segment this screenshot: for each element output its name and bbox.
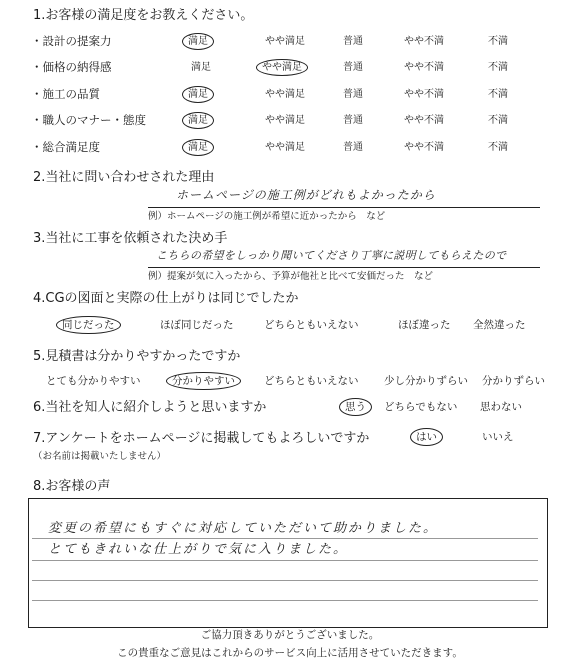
customer-voice-box[interactable] — [28, 498, 548, 628]
q7-note: （お名前は掲載いたしません） — [33, 451, 167, 462]
q1-option[interactable]: 普通 — [343, 36, 363, 47]
q3-example: 例）提案が気に入ったから、予算が他社と比べて安価だった など — [148, 271, 434, 282]
writing-rule — [32, 600, 538, 601]
selection-circle: はい — [410, 428, 443, 446]
q1-row-label: ・施工の品質 — [31, 87, 100, 101]
selection-circle: 満足 — [182, 33, 214, 50]
q1-option[interactable]: 普通 — [343, 142, 363, 153]
q6-title: 6.当社を知人に紹介しようと思いますか — [33, 400, 267, 415]
selection-circle: 満足 — [182, 112, 214, 129]
q1-title: 1.お客様の満足度をお教えください。 — [33, 8, 254, 23]
q1-row-label: ・価格の納得感 — [31, 60, 112, 74]
q8-handwritten-line: とてもきれいな仕上がりで気に入りました。 — [48, 542, 349, 557]
q1-option[interactable]: やや不満 — [404, 36, 444, 47]
q1-option[interactable]: やや不満 — [404, 89, 444, 100]
q1-option[interactable]: 普通 — [343, 115, 363, 126]
q1-option[interactable]: やや満足 — [265, 115, 305, 126]
q3-title: 3.当社に工事を依頼された決め手 — [33, 231, 228, 246]
q1-option[interactable]: やや不満 — [404, 115, 444, 126]
q2-answer-line — [148, 207, 540, 208]
q6-option[interactable] — [345, 402, 372, 413]
q1-option[interactable]: 不満 — [488, 115, 508, 126]
q1-option[interactable]: 不満 — [488, 89, 508, 100]
q6-option[interactable]: 思わない — [480, 401, 522, 413]
q1-option[interactable] — [250, 63, 320, 73]
q8-title: 8.お客様の声 — [33, 479, 111, 494]
q1-option[interactable]: 不満 — [488, 62, 508, 73]
q1-option[interactable]: 不満 — [488, 142, 508, 153]
q1-option[interactable] — [166, 90, 236, 100]
q1-option[interactable] — [166, 143, 236, 153]
q1-option[interactable]: やや満足 — [265, 89, 305, 100]
q4-title: 4.CGの図面と実際の仕上がりは同じでしたか — [33, 291, 299, 306]
q4-option[interactable]: どちらともいえない — [264, 319, 359, 331]
writing-rule — [32, 580, 538, 581]
q5-option[interactable]: どちらともいえない — [264, 375, 359, 387]
selection-circle: 満足 — [182, 139, 214, 156]
q3-handwritten-answer[interactable]: こちらの希望をしっかり聞いてくださり丁寧に説明してもらえたので — [156, 249, 507, 262]
q4-option[interactable] — [62, 320, 121, 331]
q1-option[interactable] — [166, 37, 236, 47]
q4-option[interactable]: 全然違った — [473, 319, 526, 331]
q8-handwritten-line: 変更の希望にもすぐに対応していただいて助かりました。 — [48, 521, 439, 536]
q1-row-label: ・総合満足度 — [31, 140, 100, 154]
q5-option[interactable]: とても分かりやすい — [46, 375, 141, 387]
writing-rule — [32, 560, 538, 561]
q7-option[interactable] — [416, 432, 443, 443]
selection-circle: 同じだった — [56, 316, 121, 334]
q1-option[interactable]: 満足 — [191, 62, 211, 73]
q2-handwritten-answer[interactable]: ホームページの施工例がどれもよかったから — [176, 188, 436, 202]
q6-option[interactable]: どちらでもない — [384, 401, 458, 413]
q2-title: 2.当社に問い合わせされた理由 — [33, 170, 215, 185]
q1-row-label: ・設計の提案力 — [31, 34, 112, 48]
selection-circle: やや満足 — [256, 59, 308, 76]
footer-thanks: ご協力頂きありがとうございました。 — [200, 629, 380, 641]
q4-option[interactable]: ほぼ違った — [398, 319, 451, 331]
q5-option[interactable]: 分かりずらい — [482, 375, 545, 387]
q1-option[interactable]: やや不満 — [404, 62, 444, 73]
q1-option[interactable]: 普通 — [343, 89, 363, 100]
q1-option[interactable]: やや満足 — [265, 142, 305, 153]
writing-rule — [32, 538, 538, 539]
q7-title: 7.アンケートをホームページに掲載してもよろしいですか — [33, 431, 370, 446]
q5-option[interactable]: 少し分かりずらい — [384, 375, 468, 387]
q1-option[interactable]: 普通 — [343, 62, 363, 73]
selection-circle: 分かりやすい — [166, 372, 241, 390]
q1-option[interactable]: 不満 — [488, 36, 508, 47]
q5-title: 5.見積書は分かりやすかったですか — [33, 349, 241, 364]
footer-note: この貴重なご意見はこれからのサービス向上に活用させていただきます。 — [117, 647, 463, 659]
q1-option[interactable]: やや不満 — [404, 142, 444, 153]
q1-option[interactable]: やや満足 — [265, 36, 305, 47]
q3-answer-line — [148, 267, 540, 268]
q7-option[interactable]: いいえ — [482, 431, 514, 443]
q4-option[interactable]: ほぼ同じだった — [160, 319, 234, 331]
q1-option[interactable] — [166, 116, 236, 126]
q1-row-label: ・職人のマナー・態度 — [31, 113, 146, 127]
q2-example: 例）ホームページの施工例が希望に近かったから など — [148, 211, 386, 222]
selection-circle: 満足 — [182, 86, 214, 103]
selection-circle: 思う — [339, 398, 372, 416]
q5-option[interactable] — [172, 376, 241, 387]
